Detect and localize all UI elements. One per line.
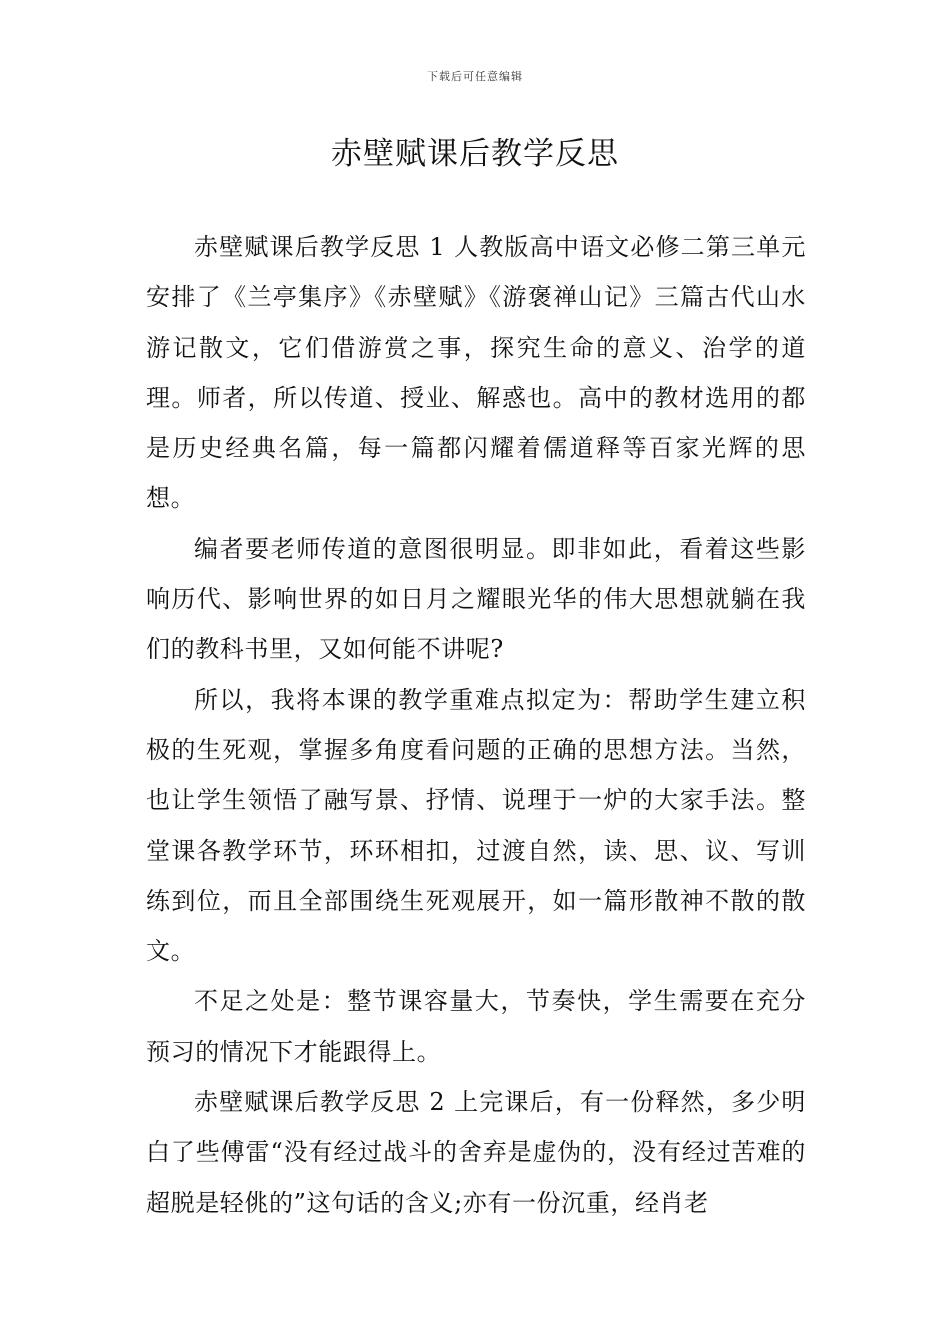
document-title: 赤壁赋课后教学反思 bbox=[331, 136, 619, 172]
document-body bbox=[146, 222, 806, 1228]
paragraph-5: 赤壁赋课后教学反思 2 上完课后，有一份释然，多少明白了些傅雷“没有经过战斗的舍弃是虚伪的，没有经过苦难的超脱是轻佻的”这句话的含义;亦有一份沉重，经肖老 bbox=[146, 1088, 806, 1217]
header-note: 下载后可任意编辑 bbox=[427, 70, 523, 83]
paragraph-2: 编者要老师传道的意图很明显。即非如此，看着这些影响历代、影响世界的如日月之耀眼光华的伟大思想就躺在我们的教科书里，又如何能不讲呢? bbox=[146, 534, 806, 664]
paragraph-3: 所以，我将本课的教学重难点拟定为：帮助学生建立积极的生死观，掌握多角度看问题的正确的思想方法。当然，也让学生领悟了融写景、抒情、说理于一炉的大家手法。整堂课各教学环节，环环相扣，过渡自然，读、思、议、写训练到位，而且全部围绕生死观展开，如一篇形散神不散的散文。 bbox=[146, 685, 806, 966]
paragraph-4: 不足之处是：整节课容量大，节奏快，学生需要在充分预习的情况下才能跟得上。 bbox=[146, 987, 806, 1066]
paragraph-1: 赤壁赋课后教学反思 1 人教版高中语文必修二第三单元安排了《兰亭集序》《赤壁赋》《游褒禅山记》三篇古代山水游记散文，它们借游赏之事，探究生命的意义、治学的道理。师者，所以传道、授业、解惑也。高中的教材选用的都是历史经典名篇，每一篇都闪耀着儒道释等百家光辉的思想。 bbox=[146, 233, 806, 513]
